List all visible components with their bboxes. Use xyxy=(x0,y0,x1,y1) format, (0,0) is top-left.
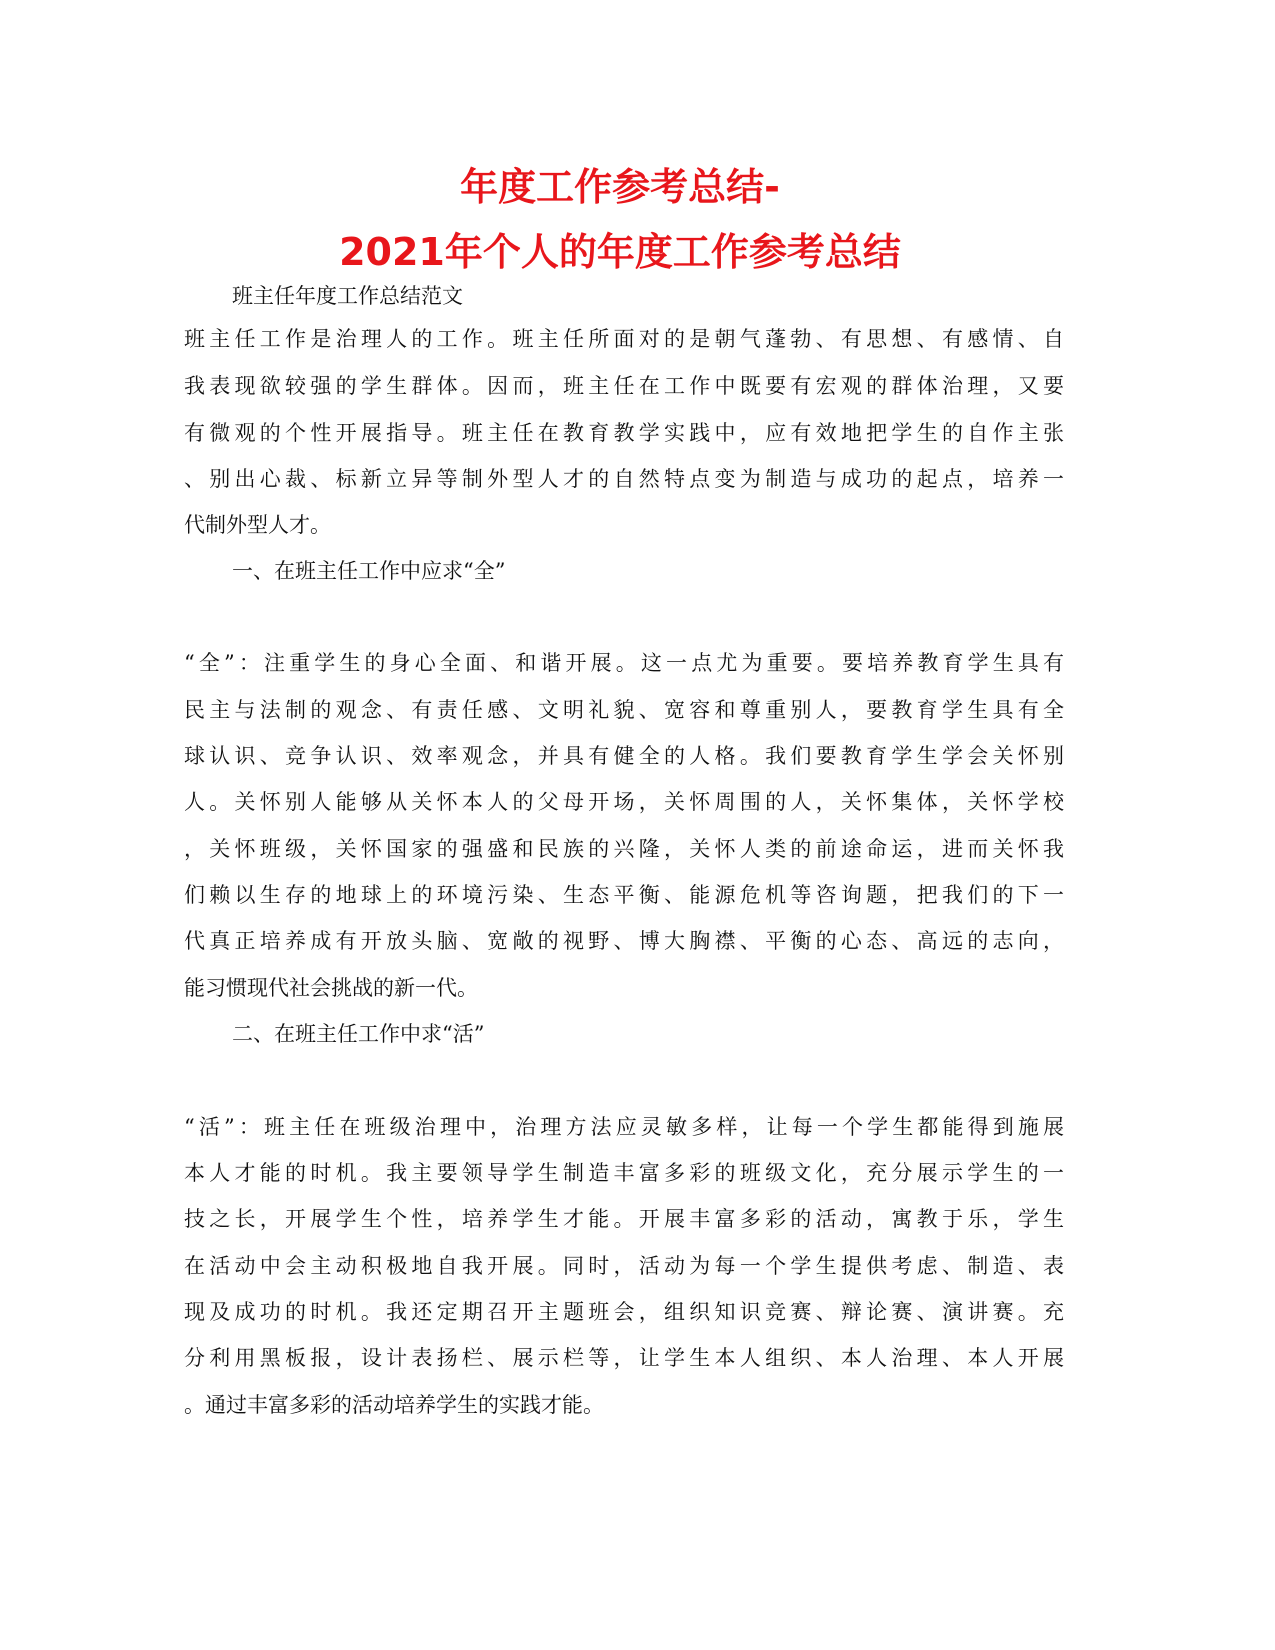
paragraph-2-line-5: ，关怀班级，关怀国家的强盛和民族的兴隆，关怀人类的前途命运，进而关怀我 xyxy=(184,837,1064,861)
paragraph-2-line-6: 们赖以生存的地球上的环境污染、生态平衡、能源危机等咨询题，把我们的下一 xyxy=(184,883,1064,907)
paragraph-3-line-1: “活”：班主任在班级治理中，治理方法应灵敏多样，让每一个学生都能得到施展 xyxy=(184,1115,1064,1139)
paragraph-1-line-5: 代制外型人才。 xyxy=(184,513,331,537)
section-heading-1: 一、在班主任工作中应求“全” xyxy=(232,559,506,583)
section-heading-2: 二、在班主任工作中求“活” xyxy=(232,1022,485,1046)
paragraph-2-line-4: 人。关怀别人能够从关怀本人的父母开场，关怀周围的人，关怀集体，关怀学校 xyxy=(184,790,1064,814)
paragraph-2-line-1: “全”：注重学生的身心全面、和谐开展。这一点尤为重要。要培养教育学生具有 xyxy=(184,651,1064,675)
paragraph-2-line-3: 球认识、竞争认识、效率观念，并具有健全的人格。我们要教育学生学会关怀别 xyxy=(184,744,1064,768)
paragraph-3-line-2: 本人才能的时机。我主要领导学生制造丰富多彩的班级文化，充分展示学生的一 xyxy=(184,1161,1064,1185)
paragraph-3-line-4: 在活动中会主动积极地自我开展。同时，活动为每一个学生提供考虑、制造、表 xyxy=(184,1254,1064,1278)
paragraph-2-line-2: 民主与法制的观念、有责任感、文明礼貌、宽容和尊重别人，要教育学生具有全 xyxy=(184,698,1064,722)
paragraph-2-line-8: 能习惯现代社会挑战的新一代。 xyxy=(184,976,478,1000)
paragraph-1-line-4: 、别出心裁、标新立异等制外型人才的自然特点变为制造与成功的起点，培养一 xyxy=(184,467,1064,491)
paragraph-2-line-7: 代真正培养成有开放头脑、宽敞的视野、博大胸襟、平衡的心态、高远的志向， xyxy=(184,929,1064,953)
paragraph-1-line-2: 我表现欲较强的学生群体。因而，班主任在工作中既要有宏观的群体治理，又要 xyxy=(184,374,1064,398)
paragraph-3-line-7: 。通过丰富多彩的活动培养学生的实践才能。 xyxy=(184,1393,604,1417)
paragraph-1-line-1: 班主任工作是治理人的工作。班主任所面对的是朝气蓬勃、有思想、有感情、自 xyxy=(184,327,1064,351)
paragraph-3-line-5: 现及成功的时机。我还定期召开主题班会，组织知识竞赛、辩论赛、演讲赛。充 xyxy=(184,1300,1064,1324)
document-subtitle: 班主任年度工作总结范文 xyxy=(232,284,463,308)
paragraph-3-line-3: 技之长，开展学生个性，培养学生才能。开展丰富多彩的活动，寓教于乐，学生 xyxy=(184,1207,1064,1231)
document-title-line-1: 年度工作参考总结- xyxy=(460,165,780,209)
paragraph-1-line-3: 有微观的个性开展指导。班主任在教育教学实践中，应有效地把学生的自作主张 xyxy=(184,421,1064,445)
paragraph-3-line-6: 分利用黑板报，设计表扬栏、展示栏等，让学生本人组织、本人治理、本人开展 xyxy=(184,1346,1064,1370)
document-title-line-2: 2021年个人的年度工作参考总结 xyxy=(339,230,901,274)
